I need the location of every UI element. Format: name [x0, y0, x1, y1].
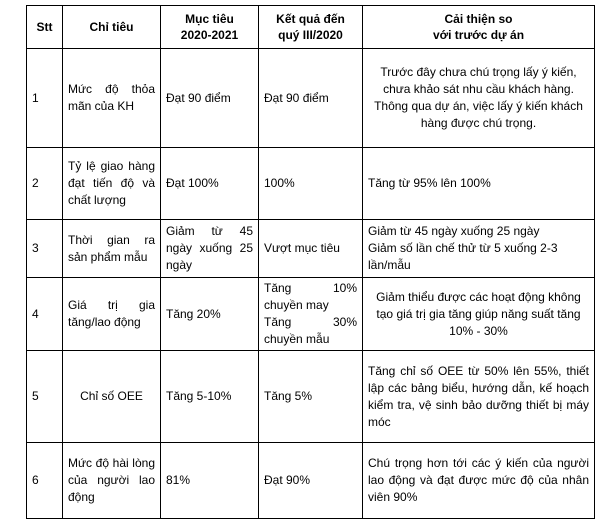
cell-stt: 6	[27, 443, 63, 519]
header-stt	[27, 6, 63, 49]
cell-caithien-line: Trước đây chưa chú trọng lấy ý kiến, chưa khảo sát nhu cầu khách hàng. Thông qua dự án, việc lấy ý kiến khách hàng được chú trọng.	[374, 65, 583, 130]
cell-ketqua	[259, 148, 363, 220]
header-chitieu	[63, 6, 161, 49]
cell-ketqua	[259, 220, 363, 278]
cell-caithien-line: Tăng chỉ số OEE từ 50% lên 55%, thiết lập các bảng biểu, hướng dẫn, kế hoạch kiểm tra, vệ sinh bảo dưỡng thiết bị máy móc	[368, 363, 589, 429]
header-muctieu	[161, 6, 259, 49]
header-chitieu-label: Chỉ tiêu	[89, 20, 134, 34]
cell-caithien-line: Giảm thiểu được các hoạt động không tạo giá trị gia tăng giúp năng suất tăng 10% - 30%	[376, 289, 581, 338]
cell-stt: 3	[27, 220, 63, 278]
cell-chitieu: Mức độ hài lòng của người lao động	[63, 443, 161, 519]
cell-ketqua-line: Tăng 30% chuyền mẫu	[264, 315, 357, 346]
cell-chitieu: Tỷ lệ giao hàng đạt tiến độ và chất lượng	[63, 148, 161, 220]
cell-ketqua-line: Tăng 10% chuyền may	[264, 281, 357, 312]
cell-caithien	[363, 351, 595, 443]
header-ketqua	[259, 6, 363, 49]
header-caithien	[363, 6, 595, 49]
results-table	[26, 5, 595, 519]
cell-ketqua-line: Tăng 5%	[264, 389, 313, 403]
header-ketqua-line2: quý III/2020	[278, 28, 343, 42]
cell-caithien	[363, 148, 595, 220]
cell-caithien	[363, 220, 595, 278]
cell-caithien-line: Giảm từ 45 ngày xuống 25 ngày	[368, 224, 540, 238]
table-row	[27, 278, 595, 351]
cell-chitieu: Giá trị gia tăng/lao động	[63, 278, 161, 351]
cell-caithien	[363, 278, 595, 351]
header-stt-label: Stt	[36, 20, 53, 34]
cell-ketqua	[259, 351, 363, 443]
cell-ketqua-line: Đạt 90 điểm	[264, 90, 329, 105]
table-row	[27, 443, 595, 519]
cell-muctieu: Tăng 5-10%	[161, 351, 259, 443]
cell-muctieu: Tăng 20%	[161, 278, 259, 351]
cell-stt: 1	[27, 49, 63, 148]
cell-caithien-line: Chú trọng hơn tới các ý kiến của người lao động và đạt được mức độ của nhân viên 90%	[368, 456, 589, 504]
table-row	[27, 351, 595, 443]
cell-ketqua	[259, 443, 363, 519]
cell-muctieu: Giảm từ 45 ngày xuống 25 ngày	[161, 220, 259, 278]
cell-caithien-line: Giảm số lần chế thử từ 5 xuống 2-3 lần/mẫu	[368, 241, 558, 272]
header-muctieu-line1: Mục tiêu	[185, 12, 234, 26]
cell-chitieu: Chỉ số OEE	[63, 351, 161, 443]
cell-muctieu: Đạt 90 điểm	[161, 49, 259, 148]
cell-stt: 2	[27, 148, 63, 220]
header-row	[27, 6, 595, 49]
cell-ketqua	[259, 278, 363, 351]
cell-ketqua	[259, 49, 363, 148]
header-ketqua-line1: Kết quả đến	[276, 12, 345, 26]
table-row	[27, 148, 595, 220]
cell-caithien-line: Tăng từ 95% lên 100%	[368, 176, 491, 190]
cell-caithien	[363, 443, 595, 519]
table-row	[27, 220, 595, 278]
table-row	[27, 49, 595, 148]
cell-caithien	[363, 49, 595, 148]
cell-muctieu: 81%	[161, 443, 259, 519]
cell-stt: 5	[27, 351, 63, 443]
header-muctieu-line2: 2020-2021	[180, 28, 239, 42]
cell-ketqua-line: Vượt mục tiêu	[264, 241, 340, 255]
cell-chitieu: Mức độ thỏa mãn của KH	[63, 49, 161, 148]
cell-stt: 4	[27, 278, 63, 351]
header-caithien-line1: Cải thiện so	[444, 12, 513, 26]
header-caithien-line2: với trước dự án	[432, 28, 525, 42]
cell-ketqua-line: Đạt 90%	[264, 473, 311, 487]
cell-ketqua-line: 100%	[264, 176, 295, 190]
cell-muctieu: Đạt 100%	[161, 148, 259, 220]
cell-chitieu: Thời gian ra sản phẩm mẫu	[63, 220, 161, 278]
